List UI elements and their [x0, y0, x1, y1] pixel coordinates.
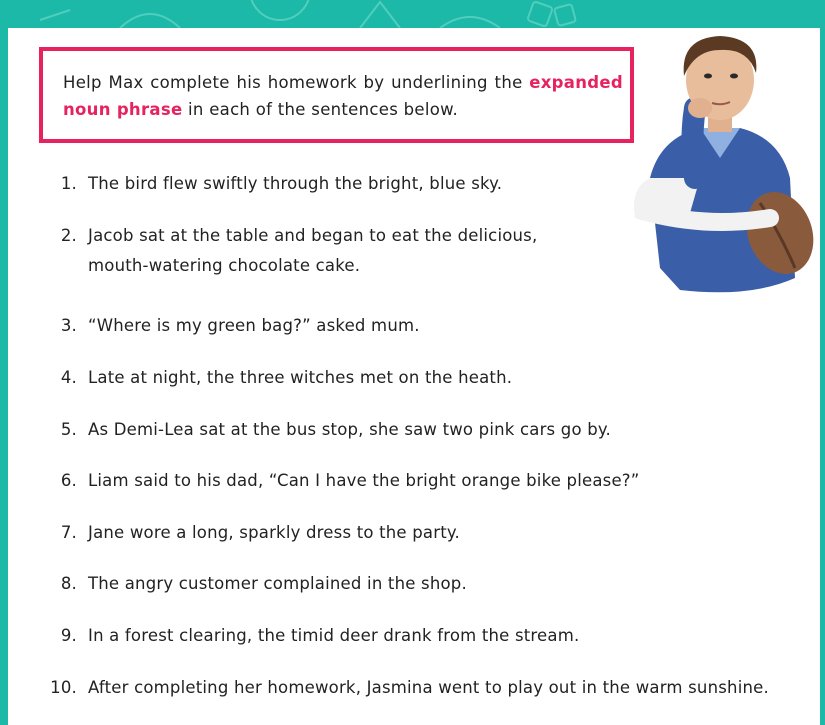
- question-item: [60, 368, 513, 387]
- question-number: 5.: [60, 420, 77, 439]
- worksheet: [8, 28, 820, 725]
- instruction-text: [63, 69, 623, 123]
- question-text: As Demi-Lea sat at the bus stop, she saw two pink cars go by.: [88, 420, 611, 439]
- question-number: 8.: [60, 574, 77, 593]
- instruction-after: in each of the sentences below.: [182, 100, 458, 119]
- question-text: Late at night, the three witches met on the heath.: [88, 368, 513, 387]
- question-number: 3.: [60, 316, 77, 335]
- question-item: [60, 471, 640, 490]
- question-number: 9.: [60, 626, 77, 645]
- question-number: 7.: [60, 523, 77, 542]
- question-text: In a forest clearing, the timid deer drank from the stream.: [88, 626, 580, 645]
- question-item: [60, 174, 503, 193]
- question-item: [60, 574, 467, 593]
- instruction-highlight: expanded noun phrase: [63, 73, 623, 119]
- question-text: The bird flew swiftly through the bright, blue sky.: [88, 174, 503, 193]
- question-item: [60, 626, 580, 645]
- question-item: [50, 678, 769, 697]
- question-text: Jane wore a long, sparkly dress to the party.: [88, 523, 460, 542]
- question-number: 6.: [60, 471, 77, 490]
- question-item: [60, 523, 460, 542]
- question-item: [60, 420, 611, 439]
- question-text: After completing her homework, Jasmina went to play out in the warm sunshine.: [88, 678, 769, 697]
- question-item: [60, 316, 420, 335]
- question-number: 2.: [60, 226, 77, 245]
- question-text: The angry customer complained in the shop.: [88, 574, 467, 593]
- question-text: “Where is my green bag?” asked mum.: [88, 316, 420, 335]
- question-text: Jacob sat at the table and began to eat the delicious,: [88, 226, 538, 245]
- instruction-before: Help Max complete his homework by underlining the: [63, 73, 530, 92]
- question-text: Liam said to his dad, “Can I have the bright orange bike please?”: [88, 471, 640, 490]
- question-number: 4.: [60, 368, 77, 387]
- instruction-box: [39, 47, 634, 143]
- max-character-illustration: [620, 28, 820, 298]
- question-number: 1.: [60, 174, 77, 193]
- question-text-line-2: mouth-watering chocolate cake.: [88, 256, 361, 275]
- question-number: 10.: [50, 678, 77, 697]
- question-item: [60, 226, 538, 275]
